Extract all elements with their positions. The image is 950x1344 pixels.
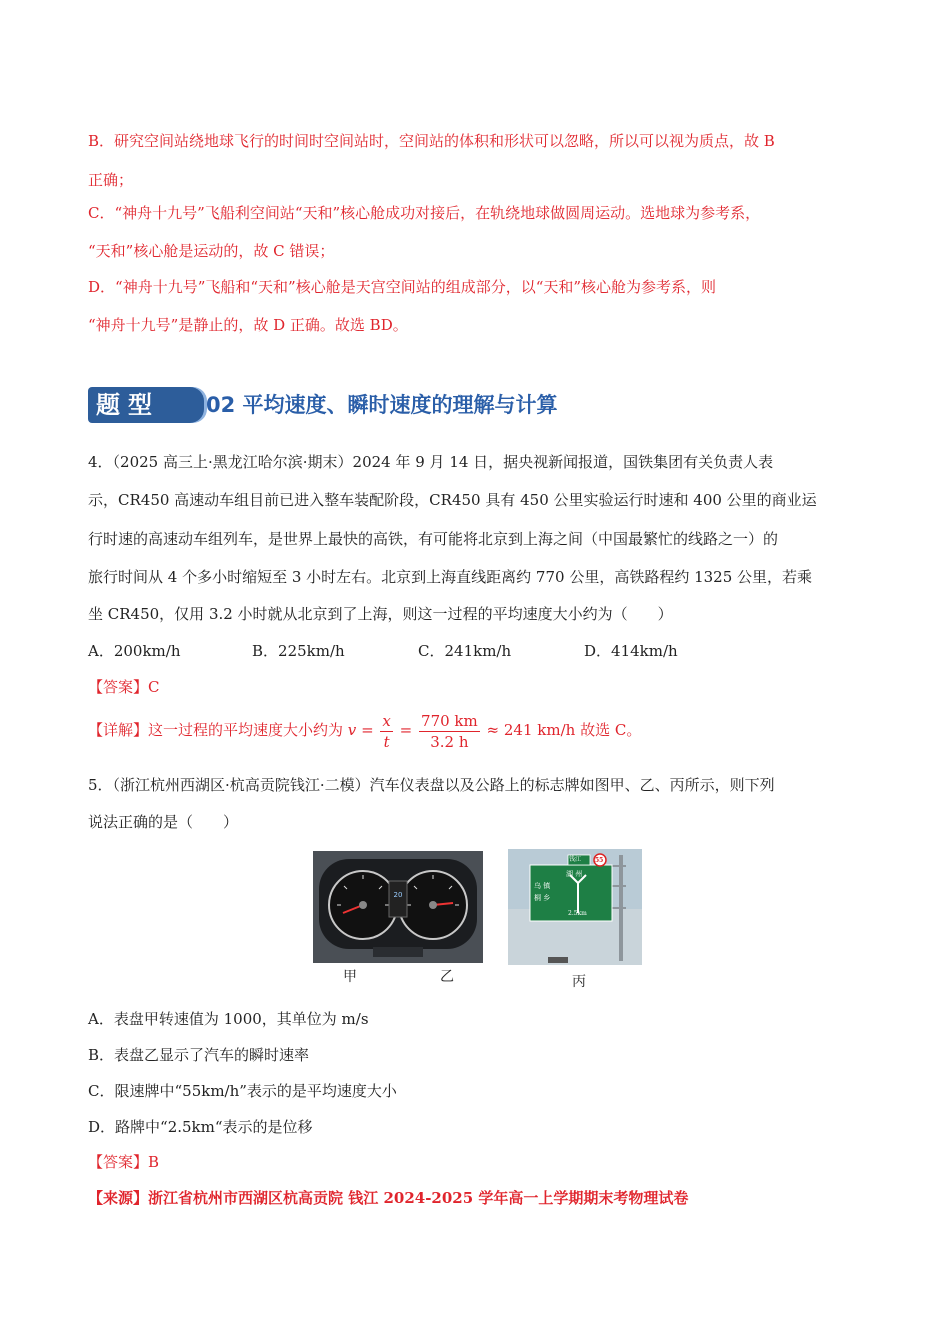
answer-option-c-line2: “天和”核心舱是运动的，故 C 错误； (88, 242, 335, 260)
section-badge (88, 387, 204, 423)
sign-huzhou: 湖 州 (566, 870, 583, 878)
answer-option-c-line1: C．“神舟十九号”飞船利空间站“天和”核心舱成功对接后，在轨绕地球做圆周运动。选地球为参考系， (88, 204, 761, 222)
q4-line1: 4．（2025 高三上·黑龙江哈尔滨·期末）2024 年 9 月 14 日，据央视新闻报道，国铁集团有关负责人表 (88, 453, 774, 471)
q4-line3: 行时速的高速动车组列车，是世界上最快的高铁，有可能将北京到上海之间（中国最繁忙的线路之一）的 (88, 530, 779, 548)
q5-answer: 【答案】B (88, 1153, 160, 1171)
q4-frac2-num: 770 km (421, 711, 478, 730)
q4-formula-result: ≈ 241 km/h (486, 721, 576, 739)
q4-formula-eq: = (361, 721, 374, 739)
q4-answer: 【答案】C (88, 678, 160, 696)
caption-yi: 乙 (440, 969, 454, 985)
sign-distance: 2.5km (568, 910, 587, 917)
q4-option-d: D．414km/h (584, 642, 678, 660)
q4-detail-suffix: 故选 C。 (580, 721, 642, 739)
sign-top-label: 钱江 (569, 856, 582, 863)
caption-jia: 甲 (343, 969, 357, 985)
road-sign-image (508, 849, 642, 965)
q4-frac1-num: x (382, 711, 391, 730)
q5-line1: 5．（浙江杭州西湖区·杭高贡院钱江·二模）汽车仪表盘以及公路上的标志牌如图甲、乙、丙所示，则下列 (88, 776, 775, 794)
caption-bing: 丙 (572, 974, 586, 990)
answer-option-d-line2: “神舟十九号”是静止的，故 D 正确。故选 BD。 (88, 316, 408, 334)
q4-option-c: C．241km/h (418, 642, 512, 660)
q4-frac2-den: 3.2 h (430, 732, 469, 751)
q4-detail-prefix: 【详解】这一过程的平均速度大小约为 (88, 721, 344, 739)
q4-fraction-values (419, 711, 480, 752)
sign-tongxiang: 桐 乡 (534, 894, 551, 902)
q5-line2: 说法正确的是（ ） (88, 813, 239, 831)
q4-formula-eq2: = (399, 721, 413, 739)
q5-option-d: D．路牌中“2.5km“表示的是位移 (88, 1118, 313, 1136)
q4-option-a: A．200km/h (88, 642, 181, 660)
q4-line2: 示，CR450 高速动车组目前已进入整车装配阶段，CR450 具有 450 公里实验运行时速和 400 公里的商业运 (88, 491, 817, 509)
answer-option-d-line1: D．“神舟十九号”飞船和“天和”核心舱是天宫空间站的组成部分，以“天和”核心舱为参考系，则 (88, 278, 717, 296)
sign-wuzhen: 乌 镇 (534, 882, 551, 890)
q4-formula-v: v (347, 721, 357, 739)
section-badge-text: 题型 (96, 390, 160, 419)
q5-option-b: B．表盘乙显示了汽车的瞬时速率 (88, 1046, 310, 1064)
q4-line4: 旅行时间从 4 个多小时缩短至 3 小时左右。北京到上海直线距离约 770 公里，高铁路程约 1325 公里，若乘 (88, 568, 813, 586)
q5-option-a: A．表盘甲转速值为 1000，其单位为 m/s (88, 1010, 369, 1028)
q5-source: 【来源】浙江省杭州市西湖区杭高贡院 钱江 2024-2025 学年高一上学期期末考物理试卷 (88, 1189, 689, 1207)
dashboard-image (313, 851, 483, 963)
svg-text:20: 20 (393, 891, 403, 899)
q4-detail (88, 710, 641, 752)
answer-option-b-line2: 正确； (88, 171, 134, 189)
section-title: 02 平均速度、瞬时速度的理解与计算 (206, 393, 558, 417)
q4-fraction-xt (380, 711, 392, 752)
dashboard-illustration (313, 851, 483, 963)
q5-option-c: C．限速牌中“55km/h”表示的是平均速度大小 (88, 1082, 397, 1100)
q4-line5: 坐 CR450，仅用 3.2 小时就从北京到了上海，则这一过程的平均速度大小约为（ ） (88, 605, 673, 623)
q4-frac1-den: t (383, 732, 390, 751)
road-sign-illustration (508, 849, 642, 965)
section-banner (88, 385, 608, 425)
sign-speed-limit: 55 (595, 857, 604, 864)
answer-option-b-line1: B．研究空间站绕地球飞行的时间时空间站时，空间站的体积和形状可以忽略，所以可以视为质点，故 B (88, 132, 775, 150)
q4-option-b: B．225km/h (252, 642, 345, 660)
